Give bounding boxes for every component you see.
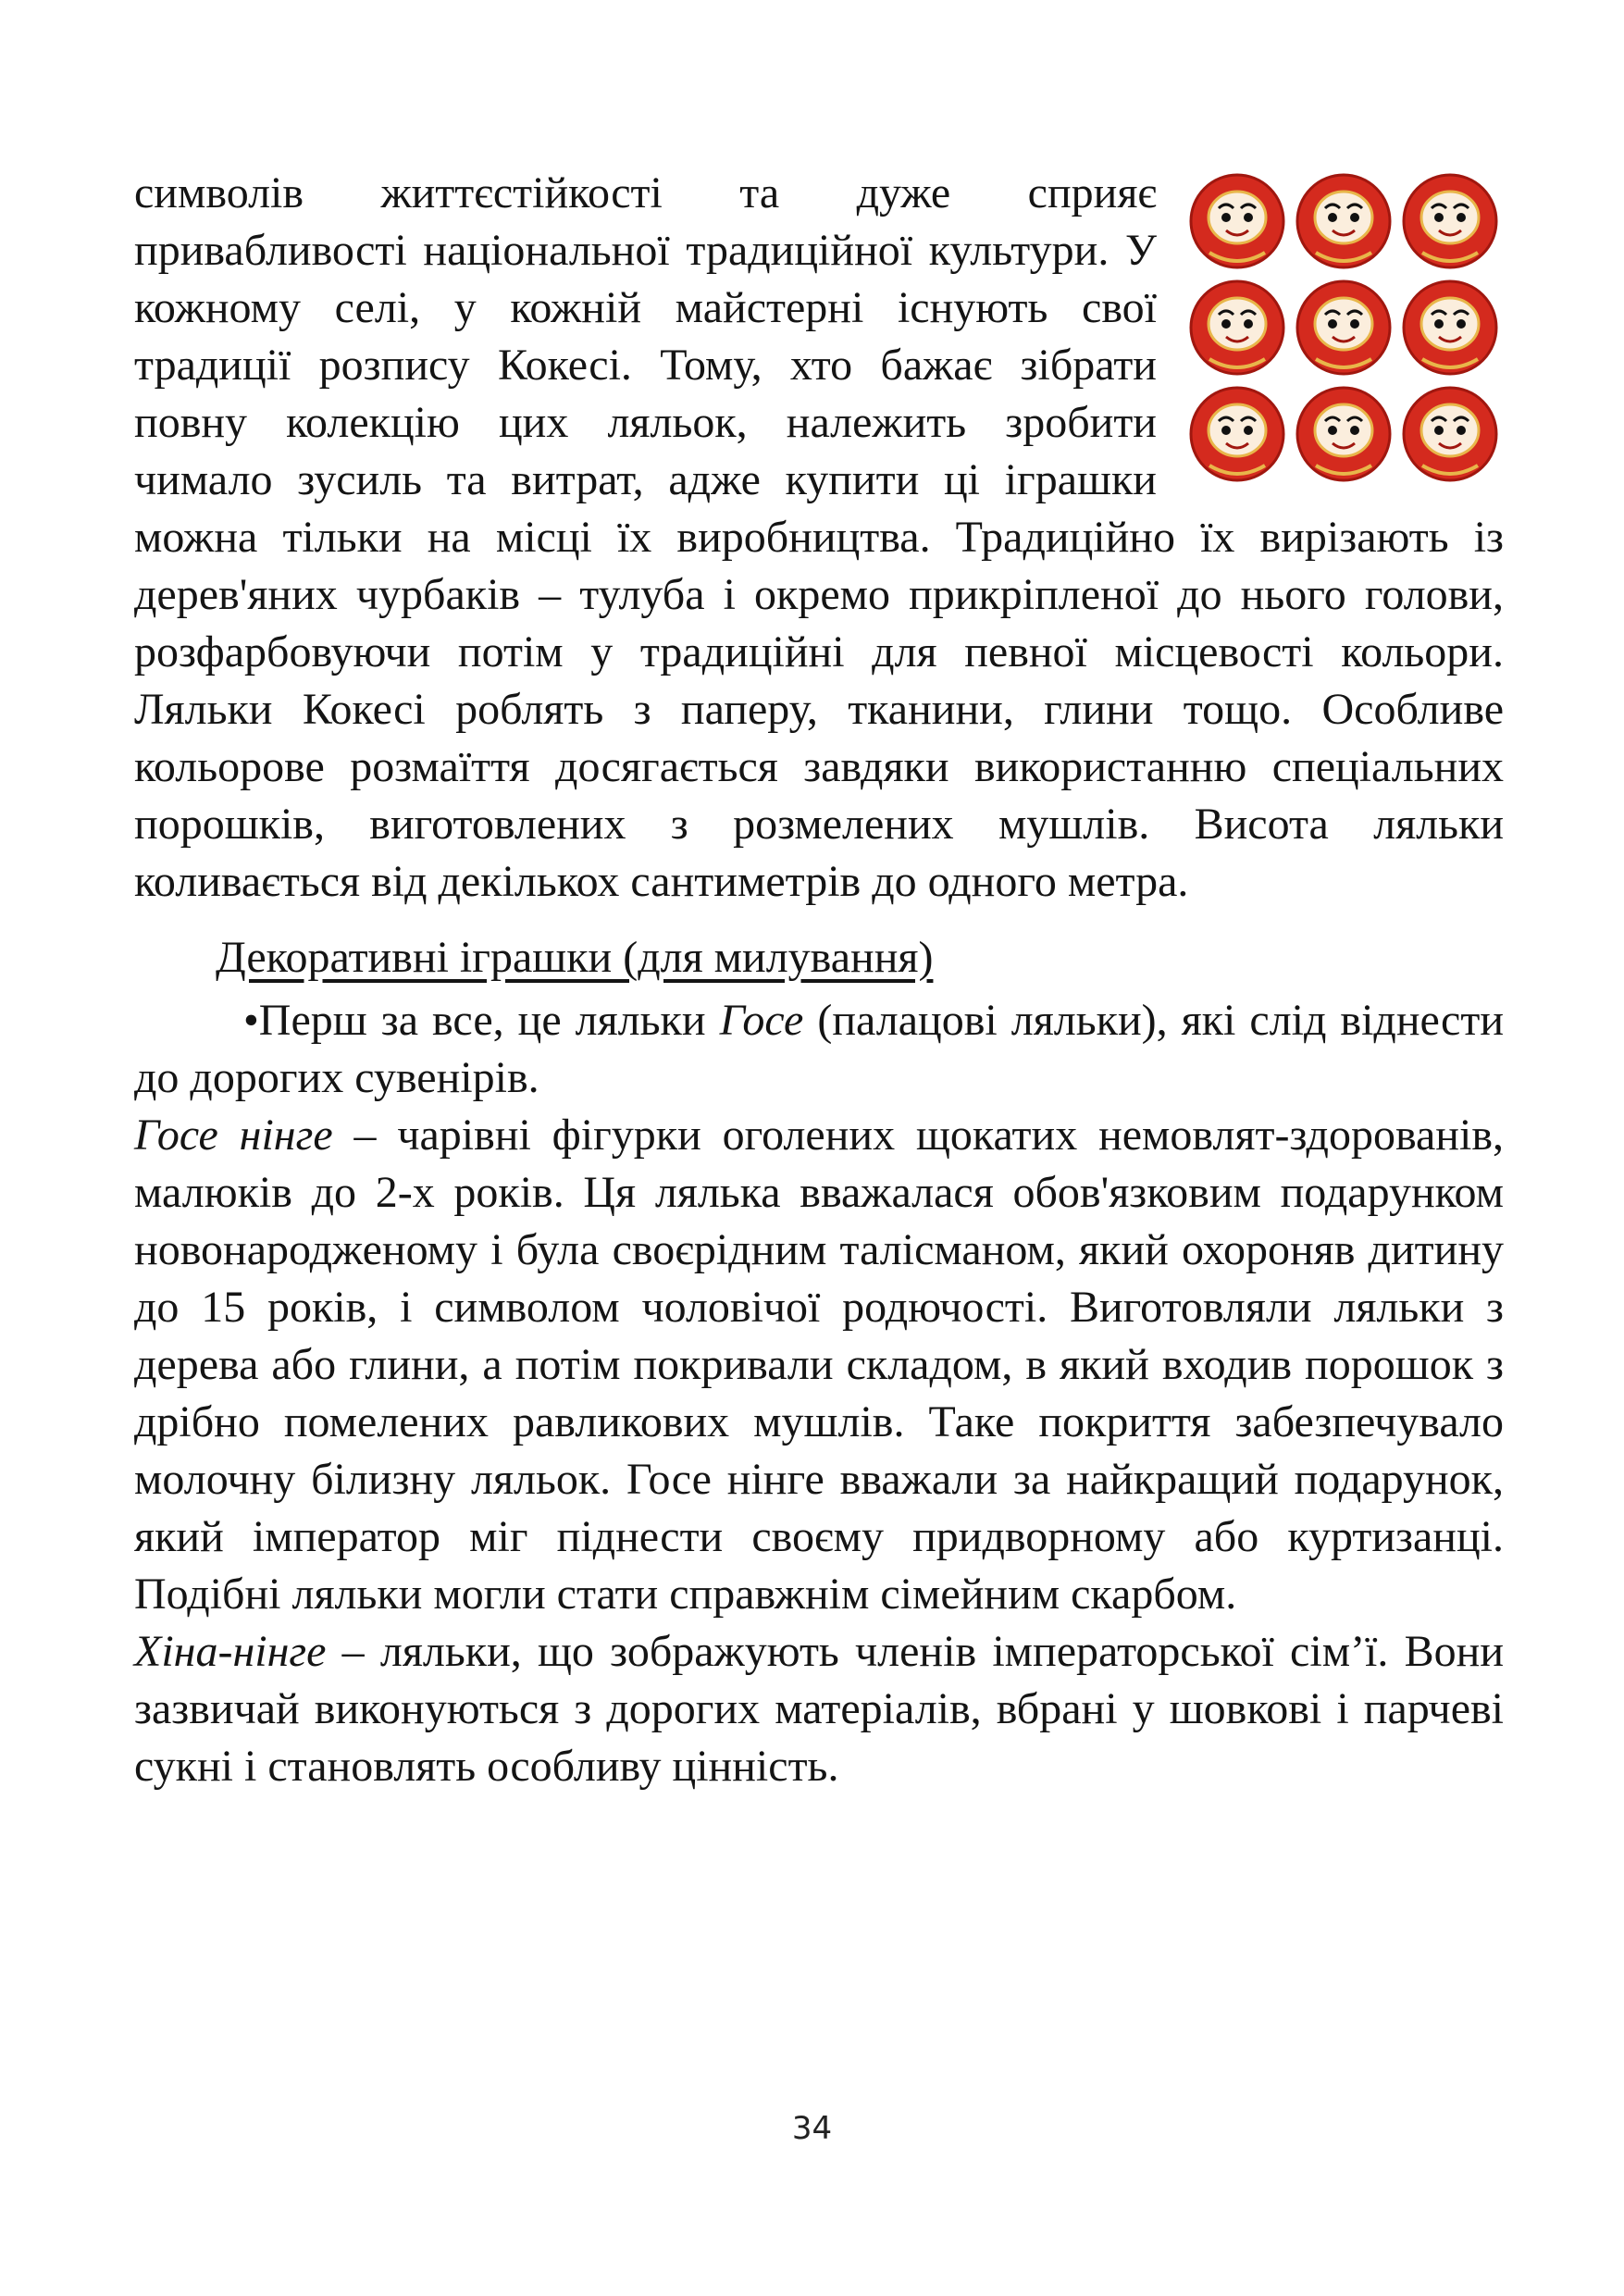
paragraph-gose-intro [134,992,1504,1107]
daruma-doll-4 [1191,281,1283,374]
section-heading: Декоративні іграшки (для милування) [216,933,934,982]
term-gose: Госе [719,996,804,1045]
term-gose-ninge: Госе нінге [134,1111,333,1160]
daruma-doll-1 [1191,175,1283,267]
paragraph-gose-ninge [134,1107,1504,1623]
term-hina-ninge: Хіна-нінге [134,1627,327,1676]
paragraph-hina-ninge [134,1623,1504,1795]
hina-ninge-text: – ляльки, що зображують членів імператорської сім’ї. Вони зазвичай виконуються з дорогих матеріалів, вбрані у шовкові і парчеві сукні і становлять особливу цінність. [134,1627,1504,1791]
bullet-prefix: •Перш за все, це ляльки [243,996,720,1045]
daruma-doll-5 [1297,281,1390,374]
page-number: 34 [791,2110,833,2147]
daruma-doll-9 [1404,388,1496,480]
daruma-doll-6 [1404,281,1496,374]
daruma-doll-2 [1297,175,1390,267]
daruma-doll-7 [1191,388,1283,480]
daruma-doll-8 [1297,388,1390,480]
page-body [134,165,1504,1795]
bullet-suffix: (палацові ляльки), які слід віднести до дорогих сувенірів. [134,996,1504,1102]
daruma-dolls-image [1184,168,1504,488]
daruma-doll-3 [1404,175,1496,267]
paragraph-kokeshi: символів життєстійкості та дуже сприяє привабливості національної традиційної культури. У кожному селі, у кожній майстерні існують свої традиції розпису Кокесі. Тому, хто бажає зібрати повну колекцію цих ляльок, належить зробити чимало зусиль та витрат, адже купити ці іграшки можна тільки на місці їх виробництва. Традиційно їх вирізають із дерев'яних чурбаків – тулуба і окремо прикріпленої до нього голови, розфарбовуючи потім у традиційні для певної місцевості кольори. Ляльки Кокесі роблять з паперу, тканини, глини тощо. Особливе кольорове розмаїття досягається завдяки використанню спеціальних порошків, виготовлених з розмелених мушлів. Висота ляльки коливається від декількох сантиметрів до одного метра. [134,168,1504,906]
gose-ninge-text: – чарівні фігурки оголених щокатих немовлят-здорованів, малюків до 2-х років. Ця лялька вважалася обов'язковим подарунком новонародженому і була своєрідним талісманом, який охороняв дитину до 15 років, і символом чоловічої родючості. Виготовляли ляльки з дерева або глини, а потім покривали складом, в який входив порошок з дрібно помелених равликових мушлів. Таке покриття забезпечувало молочну білизну ляльок. Госе нінге вважали за найкращий подарунок, який імператор міг піднести своєму придворному або куртизанці. Подібні ляльки могли стати справжнім сімейним скарбом. [134,1111,1504,1619]
